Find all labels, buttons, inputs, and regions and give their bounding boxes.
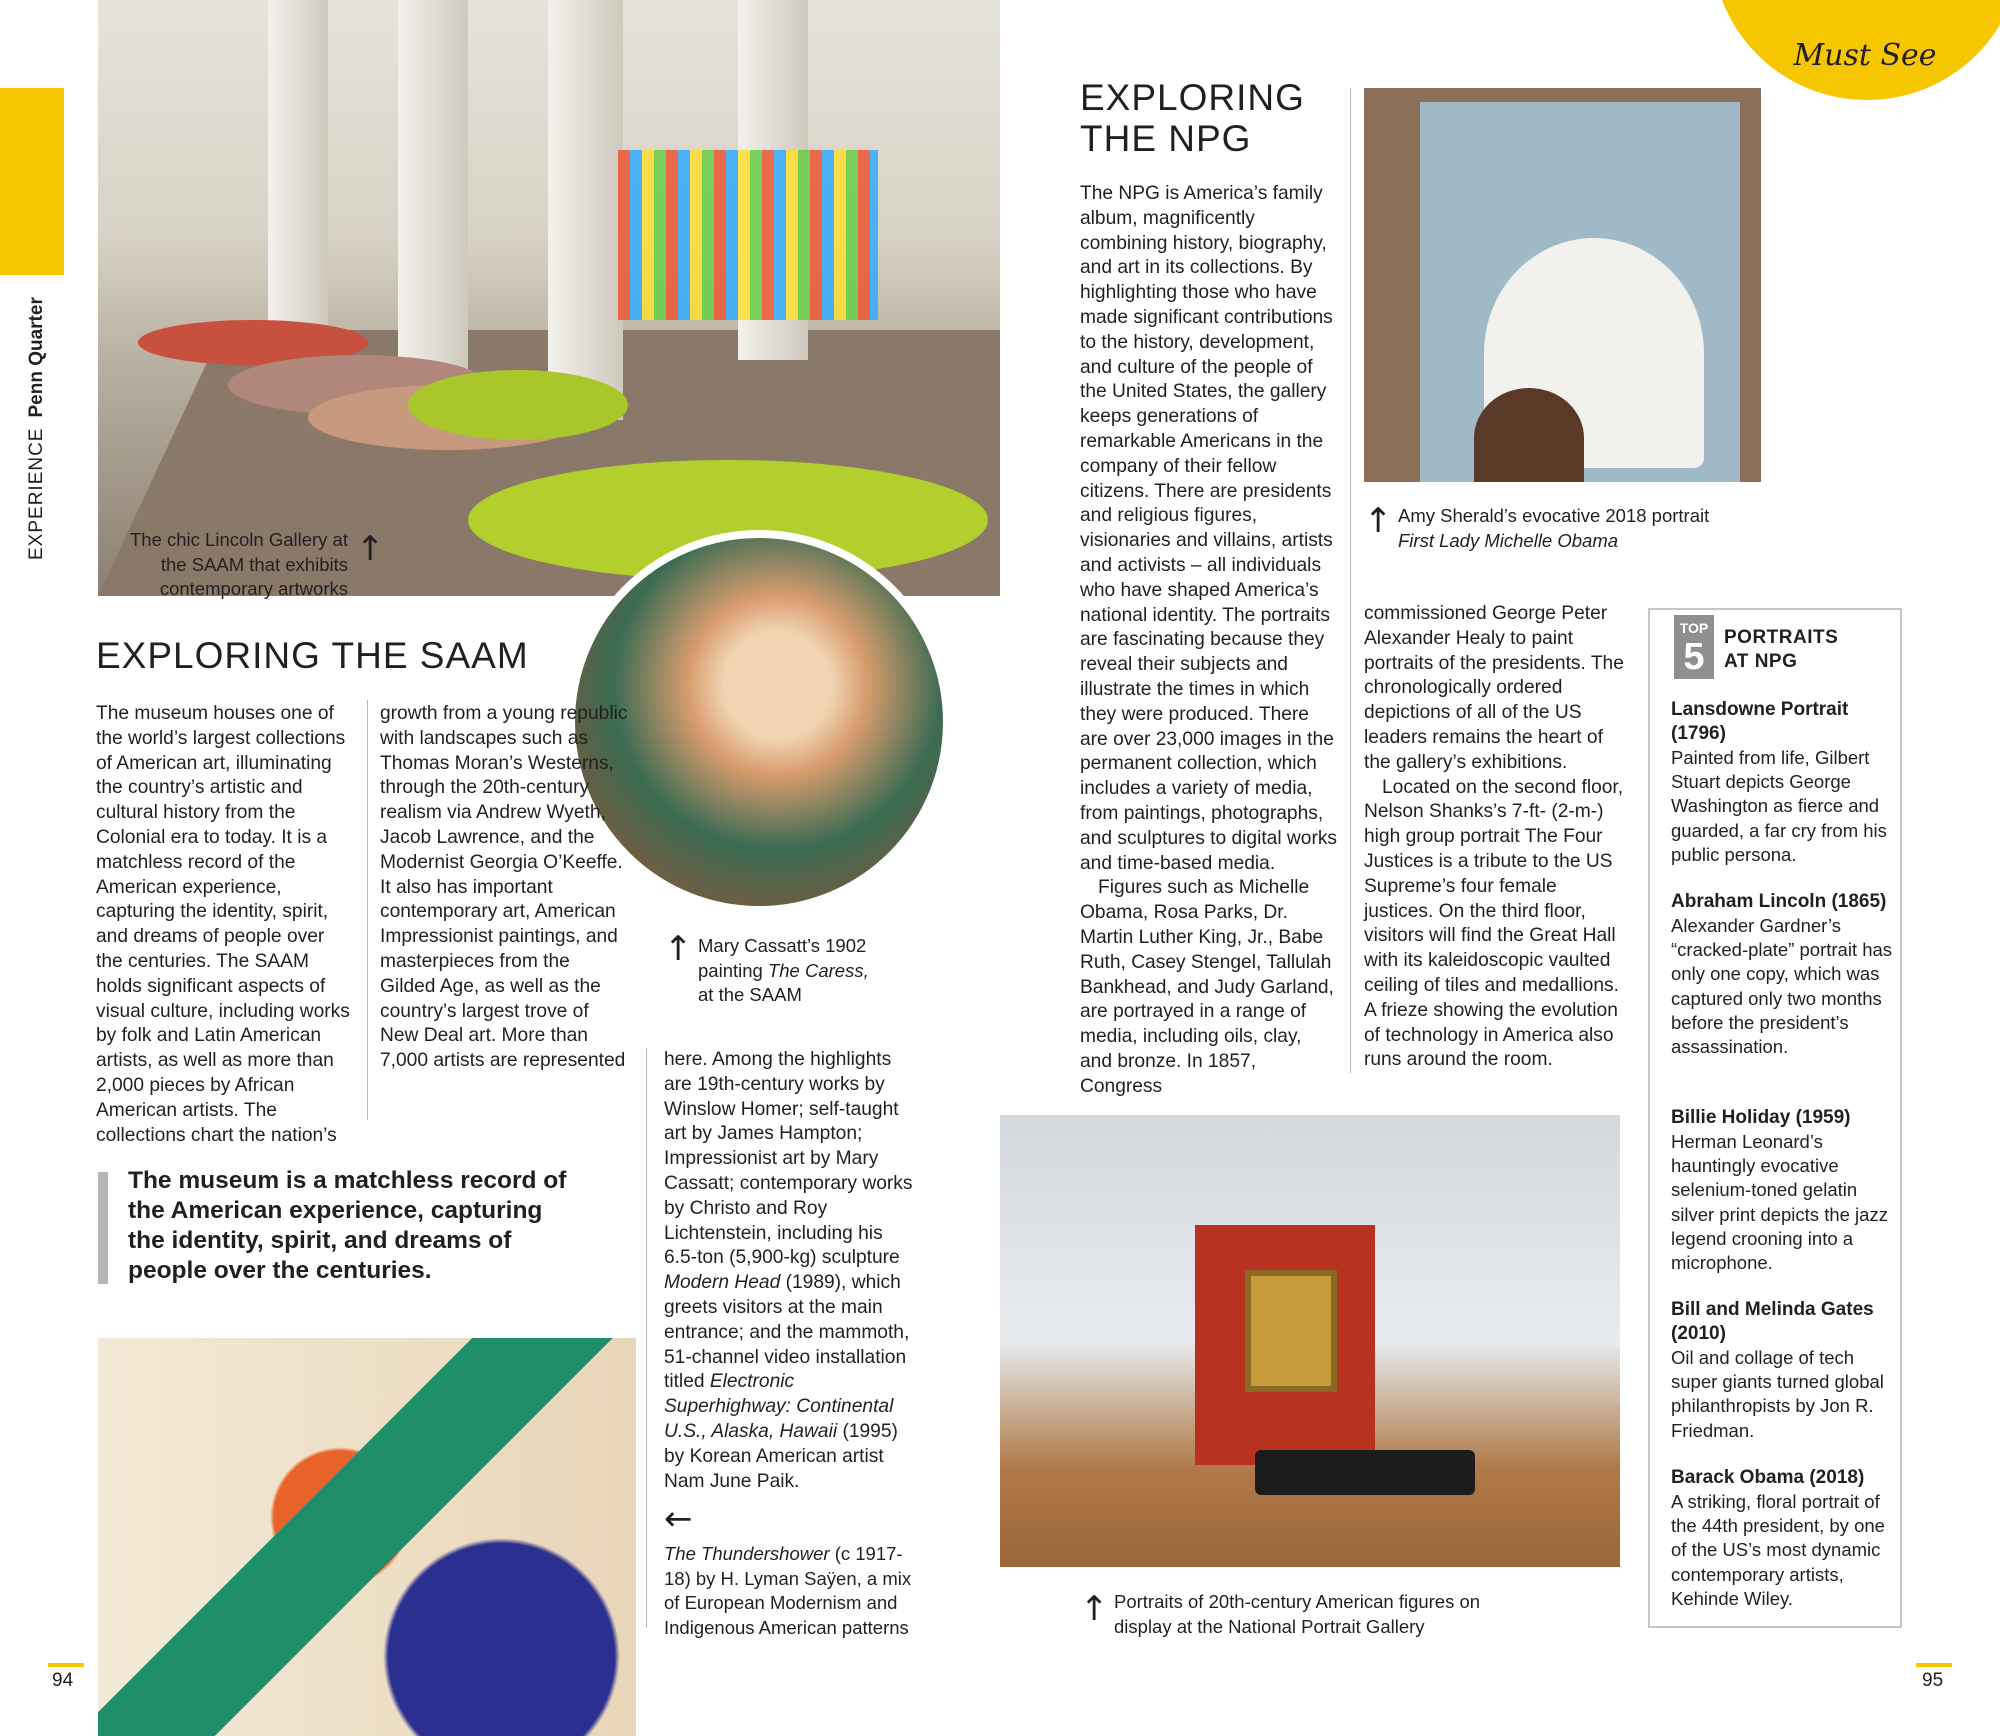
npg-col2-para2: Located on the second floor, Nelson Shanks’s 7-ft- (2-m-) high group portrait The Four Justices is a tribute to the US Supreme’s four female justices. On the third floor, visitors will find the Great Hall with its kaleidoscopic vaulted ceiling of tiles and medallions. A frieze showing the evolution of technology in America also runs around the room.: [1364, 776, 1624, 1071]
top5-item-desc: Alexander Gardner’s “cracked-plate” portrait has only one copy, which was captured only two months before the president’s assassination.: [1671, 915, 1893, 1058]
pull-quote: The museum is a matchless record of the American experience, capturing the identity, spirit, and dreams of people over the centuries.: [128, 1167, 567, 1284]
top5-item-desc: A striking, floral portrait of the 44th president, by one of the US’s most dynamic contemporary artists, Kehinde Wiley.: [1671, 1491, 1885, 1609]
quote-bar: [98, 1172, 108, 1284]
arrow-left-icon: ←: [664, 1499, 693, 1539]
side-experience: EXPERIENCE: [26, 427, 47, 560]
saam-col1-text: The museum houses one of the world’s largest collections of American art, illuminating the country’s artistic and cultural history from the Colonial era to today. It is a matchless record of the American experience, capturing the identity, spirit, and dreams of people over the centuries. The SAAM holds significant aspects of visual culture, including works by folk and Latin American artists, as well as more than 2,000 pieces by African American artists. The collections chart the nation’s: [96, 703, 350, 1146]
saam-heading: EXPLORING THE SAAM: [96, 635, 529, 676]
saam-col3-italic-a: Modern Head: [664, 1272, 781, 1294]
column-divider: [646, 1048, 647, 1628]
must-see-label: Must See: [1793, 38, 1937, 73]
arrow-up-icon: ↑: [1080, 1589, 1109, 1629]
top5-item-desc: Oil and collage of tech super giants turned global philanthropists by Jon R. Friedman.: [1671, 1347, 1884, 1441]
top5-item-name: Billie Holiday (1959): [1671, 1107, 1851, 1128]
cassatt-caption-title: The Caress,: [767, 959, 869, 981]
obama-caption-text: Amy Sherald’s evocative 2018 portrait: [1398, 505, 1710, 526]
top5-item: [1671, 1298, 1893, 1443]
top5-badge-label: TOP: [1679, 620, 1709, 636]
top5-item: [1671, 890, 1893, 1059]
npg-gallery-photo: [1000, 1115, 1620, 1567]
top5-item-name: Barack Obama (2018): [1671, 1467, 1865, 1488]
saam-col3-text-c: (1995) by Korean American artist Nam June Paik.: [664, 1420, 898, 1492]
arrow-up-icon: ↑: [1364, 501, 1393, 541]
npg-heading: [1080, 78, 1320, 159]
saam-col3-text-a: here. Among the highlights are 19th-century works by Winslow Homer; self-taught art by James Hampton; Impressionist art by Mary Cassatt; contemporary works by Christo and Roy Lichtenstein, including his 6.5-ton (5,900-kg) sculpture: [664, 1049, 913, 1269]
top5-item-desc: Painted from life, Gilbert Stuart depicts George Washington as fierce and guarded, a far cry from his public persona.: [1671, 747, 1887, 865]
npg-col1-para2: Figures such as Michelle Obama, Rosa Parks, Dr. Martin Luther King, Jr., Babe Ruth, Casey Stengel, Tallulah Bankhead, and Judy Garland, are portrayed in a range of media, including oils, clay, and bronze. In 1857, Congress: [1080, 877, 1334, 1097]
thundershower-caption-text: (c 1917-18) by H. Lyman Saÿen, a mix of European Modernism and Indigenous American patterns: [664, 1543, 912, 1638]
lincoln-gallery-photo: [98, 0, 1000, 596]
column-divider: [1350, 88, 1351, 1073]
saam-col3-text-b: (1989), which greets visitors at the main entrance; and the mammoth, 51-channel video installation titled: [664, 1272, 910, 1393]
page-number-left: 94: [52, 1670, 74, 1691]
page-marker: [48, 1663, 84, 1667]
saam-col2-text: growth from a young republic with landscapes such as Thomas Moran’s Westerns, through the 20th-century realism via Andrew Wyeth, Jacob Lawrence, and the Modernist Georgia O’Keeffe. It also has important contemporary art, American Impressionist paintings, and masterpieces from the Gilded Age, as well as the country’s largest trove of New Deal art. More than 7,000 artists are represented: [380, 703, 628, 1072]
top5-item-name: Abraham Lincoln (1865): [1671, 891, 1887, 912]
npg-col2-para1: commissioned George Peter Alexander Healy to paint portraits of the presidents. The chronologically ordered depictions of all of the US leaders remains the heart of the gallery’s exhibitions.: [1364, 603, 1624, 773]
arrow-up-icon: ↑: [356, 529, 385, 569]
side-district: Penn Quarter: [26, 297, 47, 418]
column-divider: [367, 700, 368, 1120]
npg-caption: Portraits of 20th-century American figures on display at the National Portrait Gallery: [1114, 1591, 1481, 1637]
npg-column-2: [1364, 602, 1626, 1073]
top5-item-name: Bill and Melinda Gates (2010): [1671, 1299, 1874, 1344]
lincoln-caption: The chic Lincoln Gallery at the SAAM that exhibits contemporary artworks: [130, 529, 348, 599]
top5-badge-number: 5: [1683, 636, 1705, 678]
cassatt-caption: [698, 934, 908, 1008]
npg-column-1: [1080, 182, 1338, 1099]
top5-item-name: Lansdowne Portrait (1796): [1671, 699, 1849, 744]
top5-title-line1: PORTRAITS: [1724, 627, 1839, 648]
arrow-up-icon: ↑: [664, 929, 693, 969]
saam-column-2: [380, 702, 628, 1074]
cassatt-caption-text: Mary Cassatt’s 1902 painting: [698, 935, 867, 981]
saam-col3-italic-b: Electronic Superhighway: Continental U.S., Alaska, Hawaii: [664, 1371, 894, 1442]
page-marker: [1916, 1663, 1952, 1667]
npg-heading-line2: THE NPG: [1080, 117, 1252, 159]
page-number-right: 95: [1922, 1670, 1944, 1691]
side-section-label: [26, 290, 66, 560]
top5-item: [1671, 1466, 1893, 1611]
top5-item: [1671, 1106, 1893, 1275]
obama-caption: [1398, 504, 1728, 553]
michelle-obama-portrait-photo: [1364, 88, 1761, 482]
obama-caption-title: First Lady Michelle Obama: [1398, 529, 1619, 551]
thundershower-painting-photo: [98, 1338, 636, 1736]
top5-item: [1671, 698, 1893, 867]
top5-title: [1724, 626, 1838, 674]
side-accent-bar: [0, 88, 64, 275]
thundershower-caption-title: The Thundershower: [664, 1543, 830, 1564]
cassatt-caption-location: at the SAAM: [698, 984, 802, 1005]
top5-title-line2: AT NPG: [1724, 651, 1798, 672]
saam-column-3: [664, 1048, 914, 1494]
top5-badge: [1674, 615, 1714, 679]
npg-col1-para1: The NPG is America’s family album, magnificently combining history, biography, and art in its collections. By highlighting those who have made significant contributions to the history, development, and culture of the people of the United States, the gallery keeps generations of remarkable Americans in the company of their fellow citizens. There are presidents and religious figures, visionaries and villains, artists and activists – all individuals who have shaped America’s national identity. The portraits are fascinating because they reveal their subjects and illustrate the times in which they were produced. There are over 23,000 images in the permanent collection, which includes a variety of media, from paintings, photographs, and sculptures to digital works and time-based media.: [1080, 183, 1338, 874]
npg-heading-line1: EXPLORING: [1080, 77, 1305, 118]
thundershower-caption: [664, 1542, 926, 1640]
saam-column-1: [96, 702, 354, 1148]
top5-item-desc: Herman Leonard’s hauntingly evocative selenium-toned gelatin silver print depicts the jazz legend crooning into a microphone.: [1671, 1131, 1888, 1274]
